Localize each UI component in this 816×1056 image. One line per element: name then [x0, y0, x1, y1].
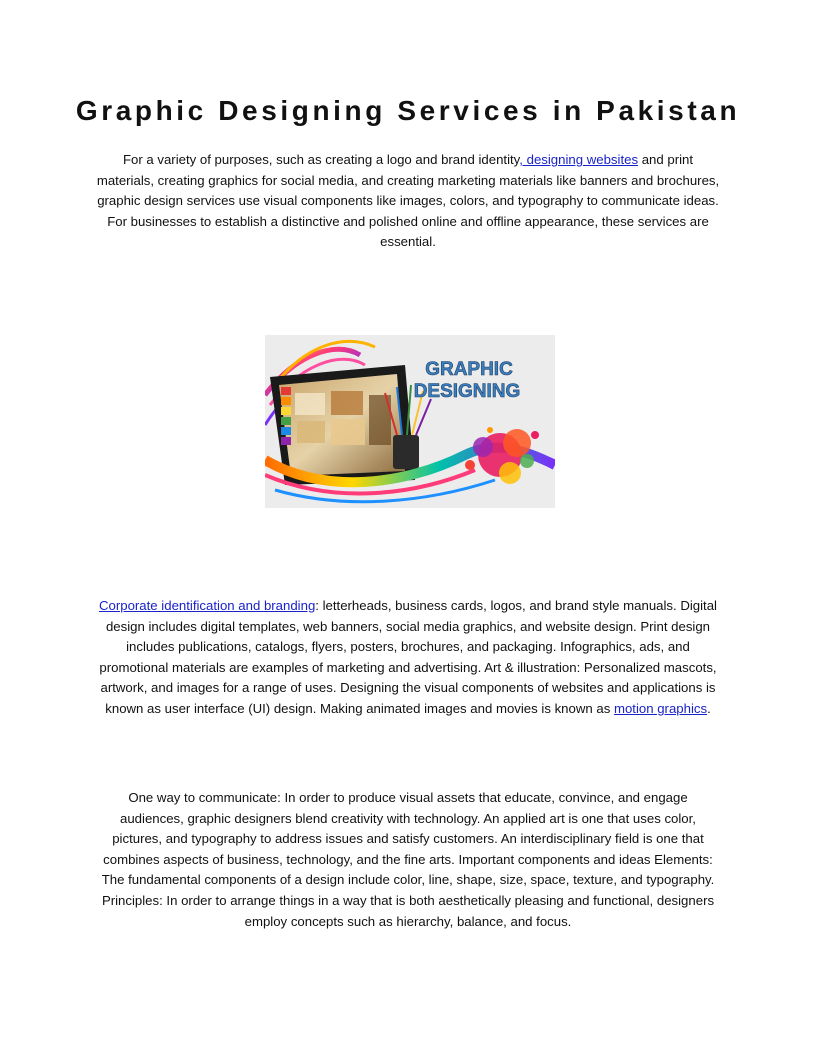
- graphic-designing-illustration: [265, 335, 555, 508]
- intro-paragraph: [96, 150, 720, 253]
- figure-title-line2: DESIGNING: [413, 381, 521, 402]
- page-title: Graphic Designing Services in Pakistan: [75, 95, 741, 126]
- designing-websites-link[interactable]: , designing websites: [519, 152, 639, 167]
- branding-paragraph: [96, 596, 720, 720]
- branding-text: : letterheads, business cards, logos, and brand style manuals. Digital design includes digital templates, web banners, social media graphics, and website design. Print design includes publications, catalogs, flyers, posters, brochures, and packaging. Infographics, ads, and promotional materials are examples of marketing and advertising. Art & illustration: Personalized mascots, artwork, and images for a range of uses. Designing the visual components of websites and applications is known as user interface (UI) design. Making animated images and movies is known as: [99, 598, 717, 716]
- motion-graphics-link[interactable]: motion graphics: [613, 700, 708, 716]
- communicate-paragraph: One way to communicate: In order to produce visual assets that educate, convince, and engage audiences, graphic designers blend creativity with technology. An applied art is one that uses color, pictures, and typography to address issues and satisfy customers. An interdisciplinary field is one that combines aspects of business, technology, and the fine arts. Important components and ideas Elements: The fundamental components of a design include color, line, shape, size, space, texture, and typography. Principles: In order to arrange things in a way that is both aesthetically pleasing and functional, designers employ concepts such as hierarchy, balance, and focus.: [101, 790, 715, 929]
- intro-text-after: and print materials, creating graphics for social media, and creating marketing materials like banners and brochures, graphic design services use visual components like images, colors, and typography to communicate ideas. For businesses to establish a distinctive and polished online and offline appearance, these services are essential.: [96, 152, 720, 250]
- intro-text-before: For a variety of purposes, such as creating a logo and brand identity: [122, 152, 520, 167]
- corporate-identification-link[interactable]: Corporate identification and branding: [99, 598, 316, 613]
- branding-end: .: [707, 700, 711, 716]
- graphic-designing-image: [265, 335, 555, 508]
- figure-title-line1: GRAPHIC: [425, 359, 513, 380]
